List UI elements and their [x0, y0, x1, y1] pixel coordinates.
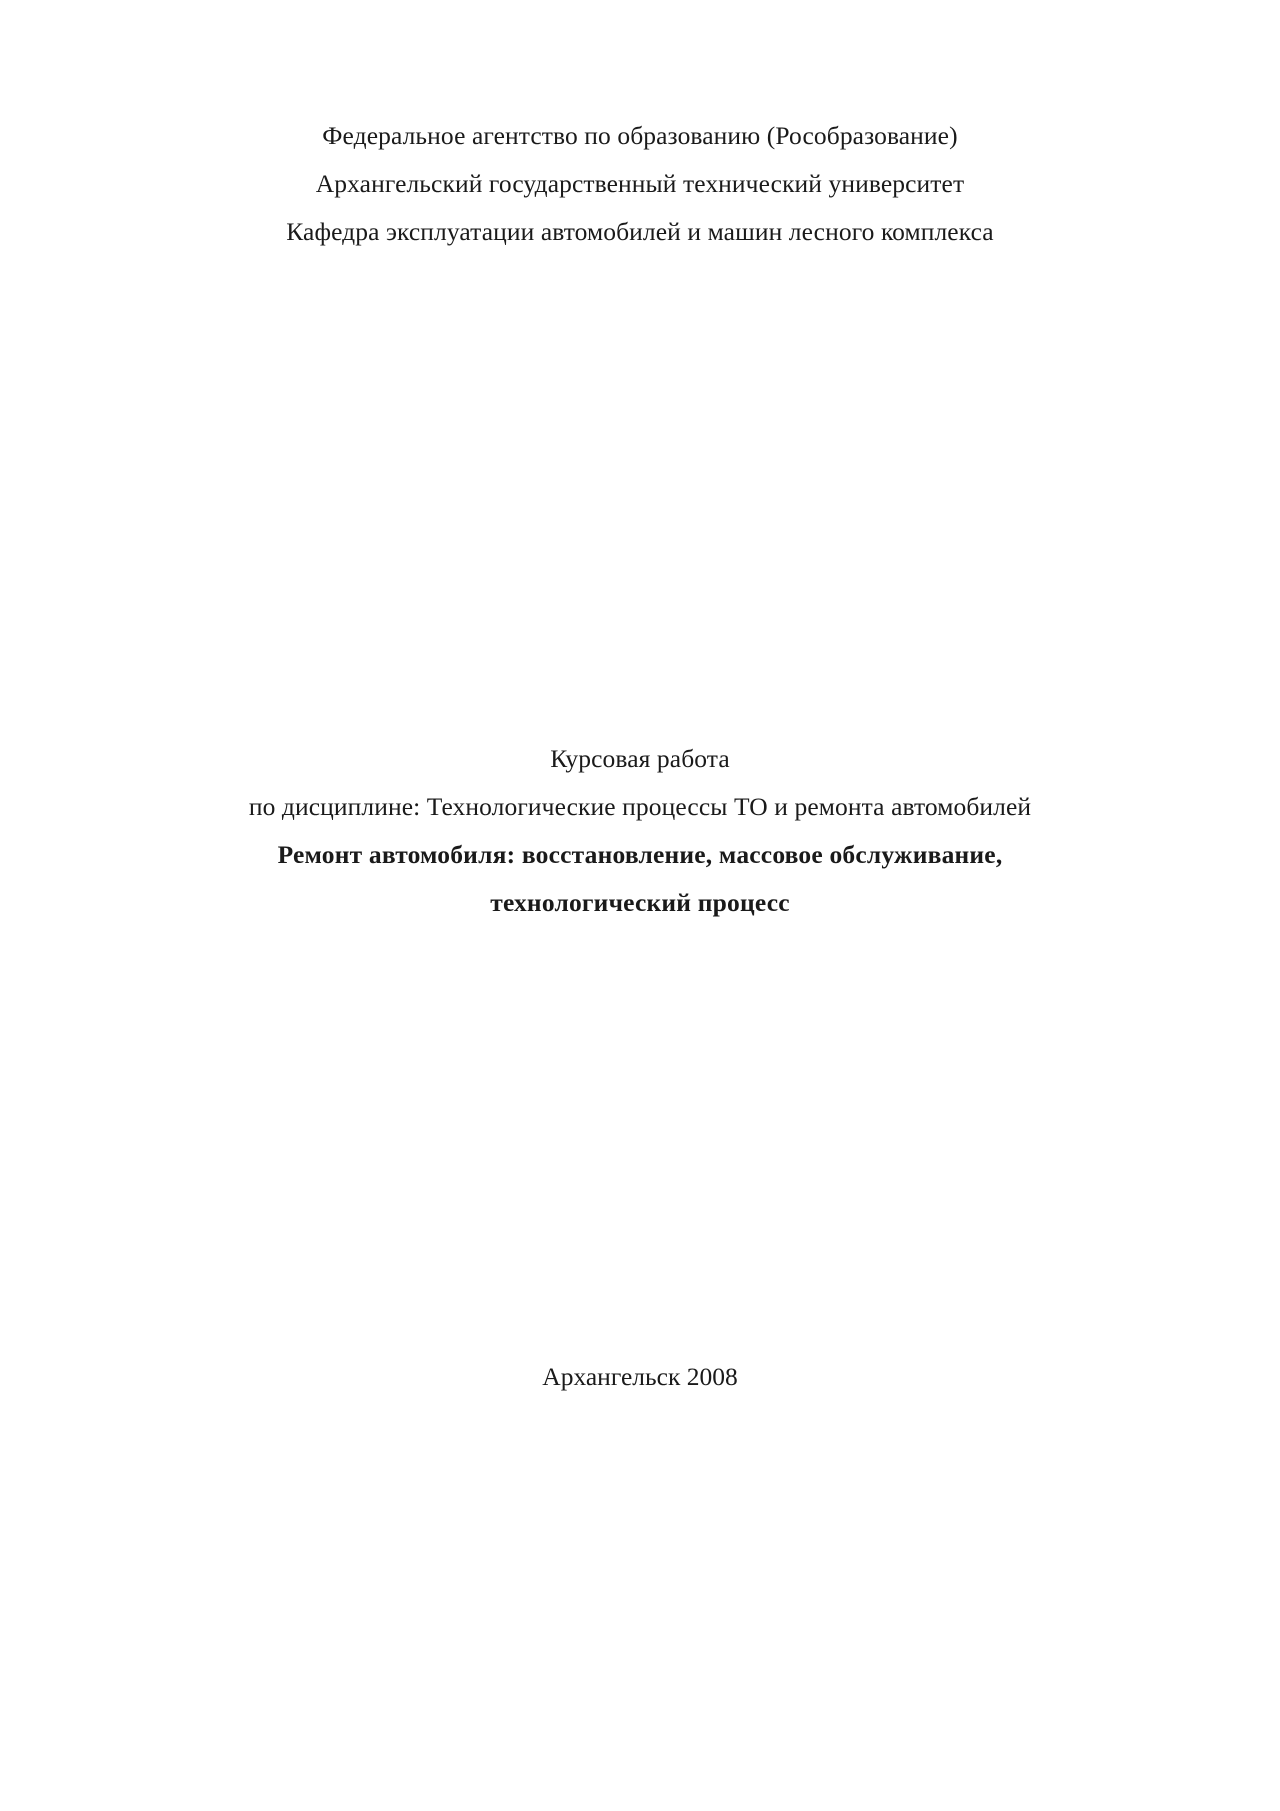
work-title-line-1: Ремонт автомобиля: восстановление, массовое обслуживание, [277, 840, 1003, 869]
university-line: Архангельский государственный технический университет [315, 169, 965, 198]
work-title-block [0, 735, 1280, 927]
city-year-block [0, 1355, 1280, 1399]
department-line: Кафедра эксплуатации автомобилей и машин лесного комплекса [286, 217, 994, 246]
institution-header [0, 112, 1280, 256]
city-year-line: Архангельск 2008 [542, 1362, 738, 1391]
work-title-line-2: технологический процесс [490, 888, 790, 917]
ministry-line: Федеральное агентство по образованию (Рособразование) [322, 121, 958, 150]
discipline-line: по дисциплине: Технологические процессы ТО и ремонта автомобилей [248, 792, 1032, 821]
work-type-line: Курсовая работа [550, 744, 730, 773]
